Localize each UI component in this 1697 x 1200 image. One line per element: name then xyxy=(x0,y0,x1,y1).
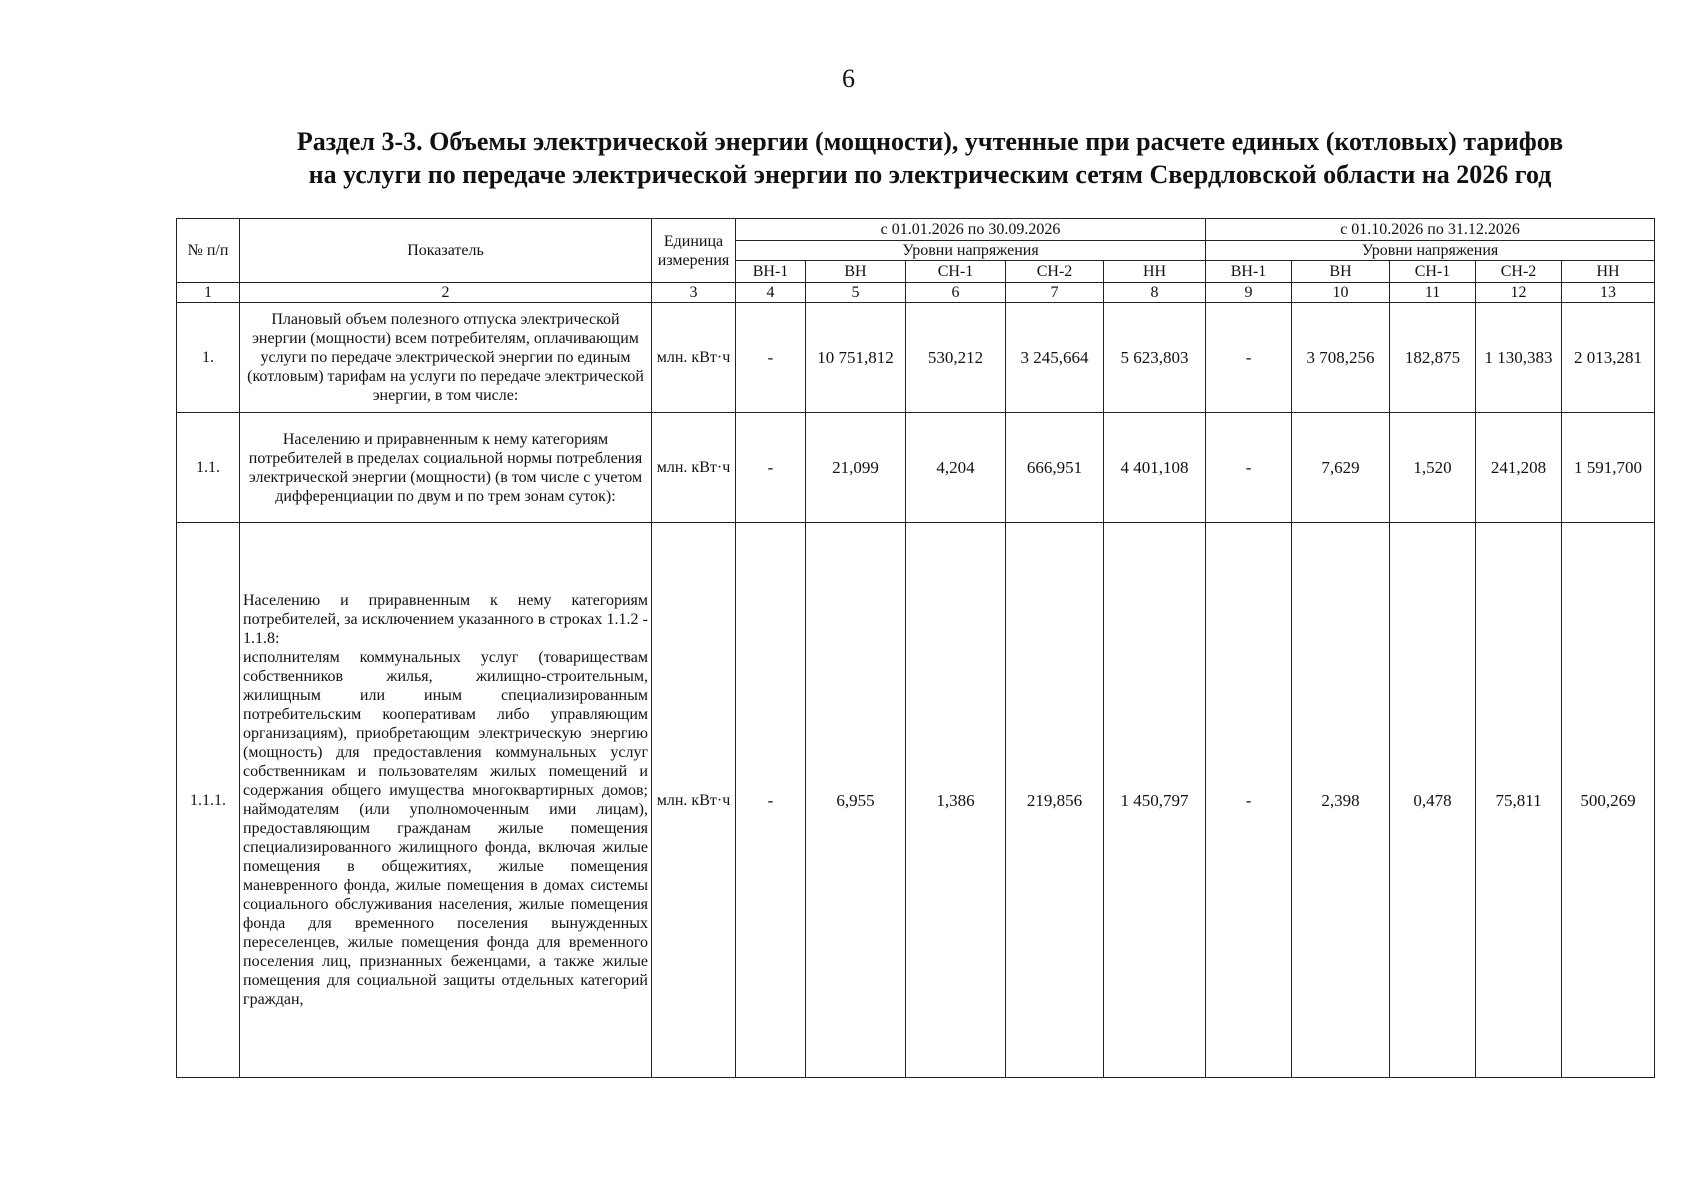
value-cell: 21,099 xyxy=(806,413,906,523)
row-unit: млн. кВт·ч xyxy=(652,523,736,1078)
section-heading xyxy=(180,125,1680,191)
level-vn: ВН xyxy=(806,261,906,283)
heading-line-2: на услуги по передаче электрической энергии по электрическим сетям Свердловской области на 2026 год xyxy=(308,160,1552,189)
col-number: 1 xyxy=(177,283,240,303)
header-period-1: с 01.01.2026 по 30.09.2026 xyxy=(736,219,1206,241)
header-voltage-levels-2: Уровни напряжения xyxy=(1206,241,1655,261)
table-row xyxy=(177,303,1655,413)
row-indicator xyxy=(240,523,652,1078)
value-cell: 4 401,108 xyxy=(1104,413,1206,523)
col-number: 10 xyxy=(1292,283,1390,303)
level-sn2: СН-2 xyxy=(1006,261,1104,283)
level-sn1: СН-1 xyxy=(1390,261,1476,283)
col-number: 8 xyxy=(1104,283,1206,303)
value-cell: 182,875 xyxy=(1390,303,1476,413)
value-cell: 3 708,256 xyxy=(1292,303,1390,413)
value-cell: 7,629 xyxy=(1292,413,1390,523)
table-row xyxy=(177,523,1655,1078)
level-vn1: ВН-1 xyxy=(736,261,806,283)
col-number: 5 xyxy=(806,283,906,303)
value-cell: 2,398 xyxy=(1292,523,1390,1078)
level-vn1: ВН-1 xyxy=(1206,261,1292,283)
value-cell: 75,811 xyxy=(1476,523,1562,1078)
value-cell: 1,520 xyxy=(1390,413,1476,523)
row-num: 1.1.1. xyxy=(177,523,240,1078)
value-cell: 219,856 xyxy=(1006,523,1104,1078)
heading-line-1: Раздел 3-3. Объемы электрической энергии (мощности), учтенные при расчете единых (котловых) тарифов xyxy=(296,127,1564,156)
indicator-paragraph: наймодателям (или уполномоченным ими лицам), предоставляющим гражданам жилые помещения специализированного жилищного фонда, включая жилые помещения в общежитиях, жилые помещения маневренного фонда, жилые помещения в домах системы социального обслуживания населения, жилые помещения фонда для временного поселения вынужденных переселенцев, жилые помещения фонда для временного поселения лиц, признанных беженцами, а также жилые помещения для социальной защиты отдельных категорий граждан, xyxy=(243,801,648,1008)
value-cell: 1,386 xyxy=(906,523,1006,1078)
value-cell: 1 130,383 xyxy=(1476,303,1562,413)
value-cell: 1 591,700 xyxy=(1562,413,1655,523)
level-sn2: СН-2 xyxy=(1476,261,1562,283)
value-cell: 530,212 xyxy=(906,303,1006,413)
value-cell: - xyxy=(736,303,806,413)
indicator-paragraph: Населению и приравненным к нему категориям потребителей, за исключением указанного в строках 1.1.2 - 1.1.8: xyxy=(243,592,648,647)
row-indicator: Плановый объем полезного отпуска электрической энергии (мощности) всем потребителям, оплачивающим услуги по передаче электрической энергии по единым (котловым) тарифам на услуги по передаче электрической энергии, в том числе: xyxy=(240,303,652,413)
value-cell: 6,955 xyxy=(806,523,906,1078)
level-nn: НН xyxy=(1104,261,1206,283)
col-number: 6 xyxy=(906,283,1006,303)
row-num: 1. xyxy=(177,303,240,413)
col-number: 2 xyxy=(240,283,652,303)
row-indicator: Населению и приравненным к нему категориям потребителей в пределах социальной нормы потребления электрической энергии (мощности) (в том числе с учетом дифференциации по двум и по трем зонам суток): xyxy=(240,413,652,523)
table-row xyxy=(177,413,1655,523)
row-num: 1.1. xyxy=(177,413,240,523)
value-cell: - xyxy=(1206,523,1292,1078)
value-cell: - xyxy=(1206,413,1292,523)
value-cell: - xyxy=(1206,303,1292,413)
row-unit: млн. кВт·ч xyxy=(652,413,736,523)
value-cell: 500,269 xyxy=(1562,523,1655,1078)
col-number: 11 xyxy=(1390,283,1476,303)
value-cell: 1 450,797 xyxy=(1104,523,1206,1078)
header-unit: Единица измерения xyxy=(652,219,736,283)
value-cell: 0,478 xyxy=(1390,523,1476,1078)
col-number: 4 xyxy=(736,283,806,303)
level-vn: ВН xyxy=(1292,261,1390,283)
header-indicator: Показатель xyxy=(240,219,652,283)
value-cell: 3 245,664 xyxy=(1006,303,1104,413)
level-sn1: СН-1 xyxy=(906,261,1006,283)
col-number: 3 xyxy=(652,283,736,303)
volumes-table xyxy=(176,218,1655,1078)
value-cell: 10 751,812 xyxy=(806,303,906,413)
row-unit: млн. кВт·ч xyxy=(652,303,736,413)
value-cell: 666,951 xyxy=(1006,413,1104,523)
value-cell: - xyxy=(736,413,806,523)
value-cell: 4,204 xyxy=(906,413,1006,523)
value-cell: 5 623,803 xyxy=(1104,303,1206,413)
indicator-paragraph: исполнителям коммунальных услуг (товариществам собственников жилья, жилищно-строительным, жилищным или иным специализированным потребительским кооперативам либо управляющим организациям), приобретающим электрическую энергию (мощность) для предоставления коммунальных услуг собственникам и пользователям жилых помещений и содержания общего имущества многоквартирных домов; xyxy=(243,649,648,799)
page-number: 6 xyxy=(842,64,855,93)
header-period-2: с 01.10.2026 по 31.12.2026 xyxy=(1206,219,1655,241)
value-cell: - xyxy=(736,523,806,1078)
header-num: № п/п xyxy=(177,219,240,283)
value-cell: 2 013,281 xyxy=(1562,303,1655,413)
col-number: 13 xyxy=(1562,283,1655,303)
value-cell: 241,208 xyxy=(1476,413,1562,523)
level-nn: НН xyxy=(1562,261,1655,283)
col-number: 9 xyxy=(1206,283,1292,303)
col-number: 12 xyxy=(1476,283,1562,303)
header-voltage-levels-1: Уровни напряжения xyxy=(736,241,1206,261)
col-number: 7 xyxy=(1006,283,1104,303)
